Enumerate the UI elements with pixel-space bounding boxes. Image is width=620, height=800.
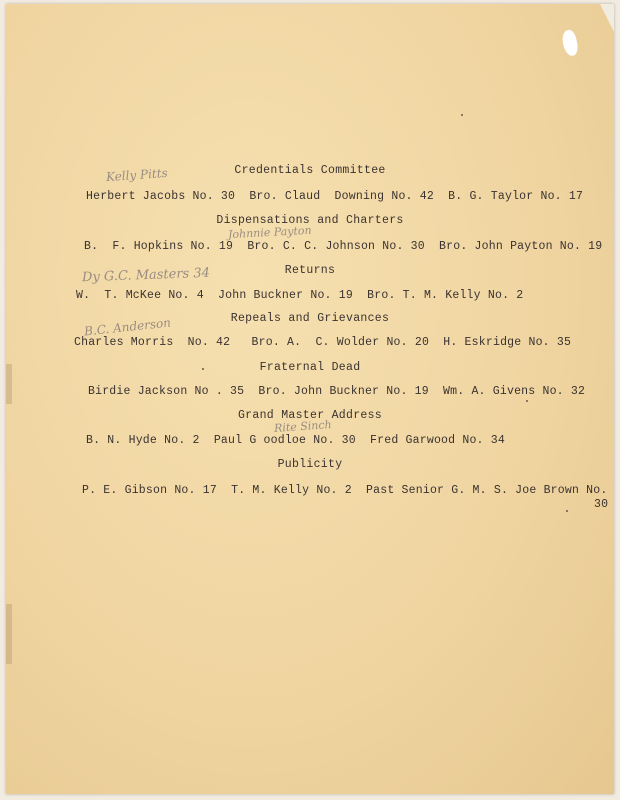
- heading-repeals-grievances: Repeals and Grievances: [230, 312, 390, 325]
- dispensations-members: B. F. Hopkins No. 19 Bro. C. C. Johnson No. 30 Bro. John Payton No. 19: [84, 240, 603, 253]
- torn-hole: [560, 29, 579, 57]
- paper-speck: [566, 510, 568, 512]
- fraternal-dead-members: Birdie Jackson No . 35 Bro. John Buckner No. 19 Wm. A. Givens No. 32: [88, 385, 586, 398]
- heading-grand-master-address: Grand Master Address: [237, 409, 383, 422]
- handwritten-note: Dy G.C. Masters 34: [81, 265, 211, 286]
- document-page: [6, 4, 614, 794]
- continuation-number: 30: [594, 498, 609, 511]
- heading-returns: Returns: [284, 264, 336, 277]
- heading-fraternal-dead: Fraternal Dead: [259, 361, 361, 374]
- handwritten-note: Kelly Pitts: [105, 165, 169, 185]
- handwritten-note: Johnnie Payton: [227, 223, 312, 242]
- heading-publicity: Publicity: [277, 458, 343, 471]
- paper-speck: [202, 368, 204, 370]
- torn-corner: [600, 4, 614, 32]
- credentials-members: Herbert Jacobs No. 30 Bro. Claud Downing No. 42 B. G. Taylor No. 17: [86, 190, 584, 203]
- repeals-members: Charles Morris No. 42 Bro. A. C. Wolder No. 20 H. Eskridge No. 35: [74, 336, 572, 349]
- grand-master-address-members: B. N. Hyde No. 2 Paul G oodloe No. 30 Fred Garwood No. 34: [86, 434, 505, 447]
- heading-credentials-committee: Credentials Committee: [234, 164, 386, 177]
- paper-speck: [461, 114, 463, 116]
- publicity-members: P. E. Gibson No. 17 T. M. Kelly No. 2 Past Senior G. M. S. Joe Brown No.: [82, 484, 608, 497]
- handwritten-note: Rite Sinch: [273, 418, 333, 435]
- heading-dispensations-charters: Dispensations and Charters: [216, 214, 404, 227]
- edge-stain: [6, 604, 12, 664]
- handwritten-note: B.C. Anderson: [83, 315, 172, 339]
- paper-speck: [526, 400, 528, 402]
- returns-members: W. T. McKee No. 4 John Buckner No. 19 Bro. T. M. Kelly No. 2: [76, 289, 524, 302]
